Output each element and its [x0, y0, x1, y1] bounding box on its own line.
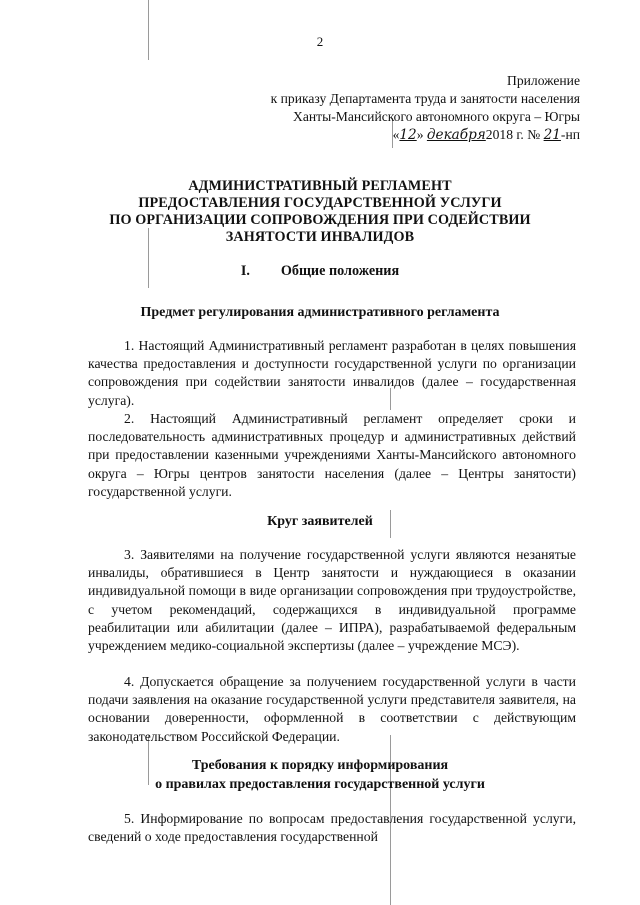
- handwritten-order-number: 21: [543, 127, 561, 143]
- subheading-subject: Предмет регулирования административного регламента: [140, 305, 500, 320]
- order-suffix: -нп: [560, 127, 580, 142]
- document-title: [60, 178, 580, 246]
- title-line-1: АДМИНИСТРАТИВНЫЙ РЕГЛАМЕНТ: [188, 178, 452, 194]
- subheading-applicants: Круг заявителей: [267, 514, 373, 529]
- paragraph-1: 1. Настоящий Административный регламент разработан в целях повышения качества предоставления и доступности государственной услуги по организации сопровождения при содействии занятости инвалидов (далее – государственная услуга).: [88, 338, 576, 408]
- date-open-quote: «: [392, 127, 400, 142]
- page-number: 2: [316, 34, 324, 49]
- date-close-quote: »: [416, 127, 427, 142]
- appendix-label: Приложение: [507, 73, 580, 88]
- subheading-informing-line-2: о правилах предоставления государственной услуги: [155, 777, 485, 792]
- subheading-informing: [60, 756, 580, 794]
- section-title: Общие положения: [280, 263, 400, 279]
- appendix-region: Ханты-Мансийского автономного округа – Югры: [293, 109, 580, 124]
- paragraph-2: 2. Настоящий Административный регламент определяет сроки и последовательность административных процедур и административных действий при предоставлении казенными учреждениями Ханты-Мансийского автономного округа – Югры центров занятости населения (далее – Центры занятости) государственной услуги.: [88, 411, 576, 499]
- scan-line-left: [148, 0, 149, 60]
- appendix-order-ref: к приказу Департамента труда и занятости населения: [270, 91, 580, 106]
- paragraph-4: 4. Допускается обращение за получением государственной услуги в части подачи заявления на оказание государственной услуги представителя заявителя, на основании доверенности, оформленной в соответствии с действующим законодательством Российской Федерации.: [88, 674, 576, 744]
- date-year: 2018 г. №: [485, 127, 541, 142]
- paragraph-3: 3. Заявителями на получение государственной услуги являются незанятые инвалиды, обратившиеся в Центр занятости и нуждающиеся в оказании индивидуальной помощи в виде организации сопровождения при трудоустройстве, с учетом рекомендаций, содержащихся в индивидуальной программе реабилитации или абилитации (далее – ИПРА), разрабатываемой федеральным учреждением медико-социальной экспертизы (далее – учреждение МСЭ).: [88, 547, 576, 654]
- paragraph-5: 5. Информирование по вопросам предоставления государственной услуги, сведений о ходе предоставления государственной: [88, 811, 576, 845]
- title-line-4: ЗАНЯТОСТИ ИНВАЛИДОВ: [225, 229, 415, 245]
- section-heading: [0, 263, 640, 280]
- handwritten-day: 12: [399, 127, 417, 143]
- subheading-informing-line-1: Требования к порядку информирования: [191, 758, 449, 773]
- title-line-2: ПРЕДОСТАВЛЕНИЯ ГОСУДАРСТВЕННОЙ УСЛУГИ: [138, 195, 502, 211]
- handwritten-month: декабря: [426, 127, 486, 143]
- appendix-date-line: [140, 126, 580, 144]
- section-number: I.: [240, 263, 250, 279]
- appendix-block: [140, 72, 580, 144]
- title-line-3: ПО ОРГАНИЗАЦИИ СОПРОВОЖДЕНИЯ ПРИ СОДЕЙСТВИИ: [109, 212, 531, 228]
